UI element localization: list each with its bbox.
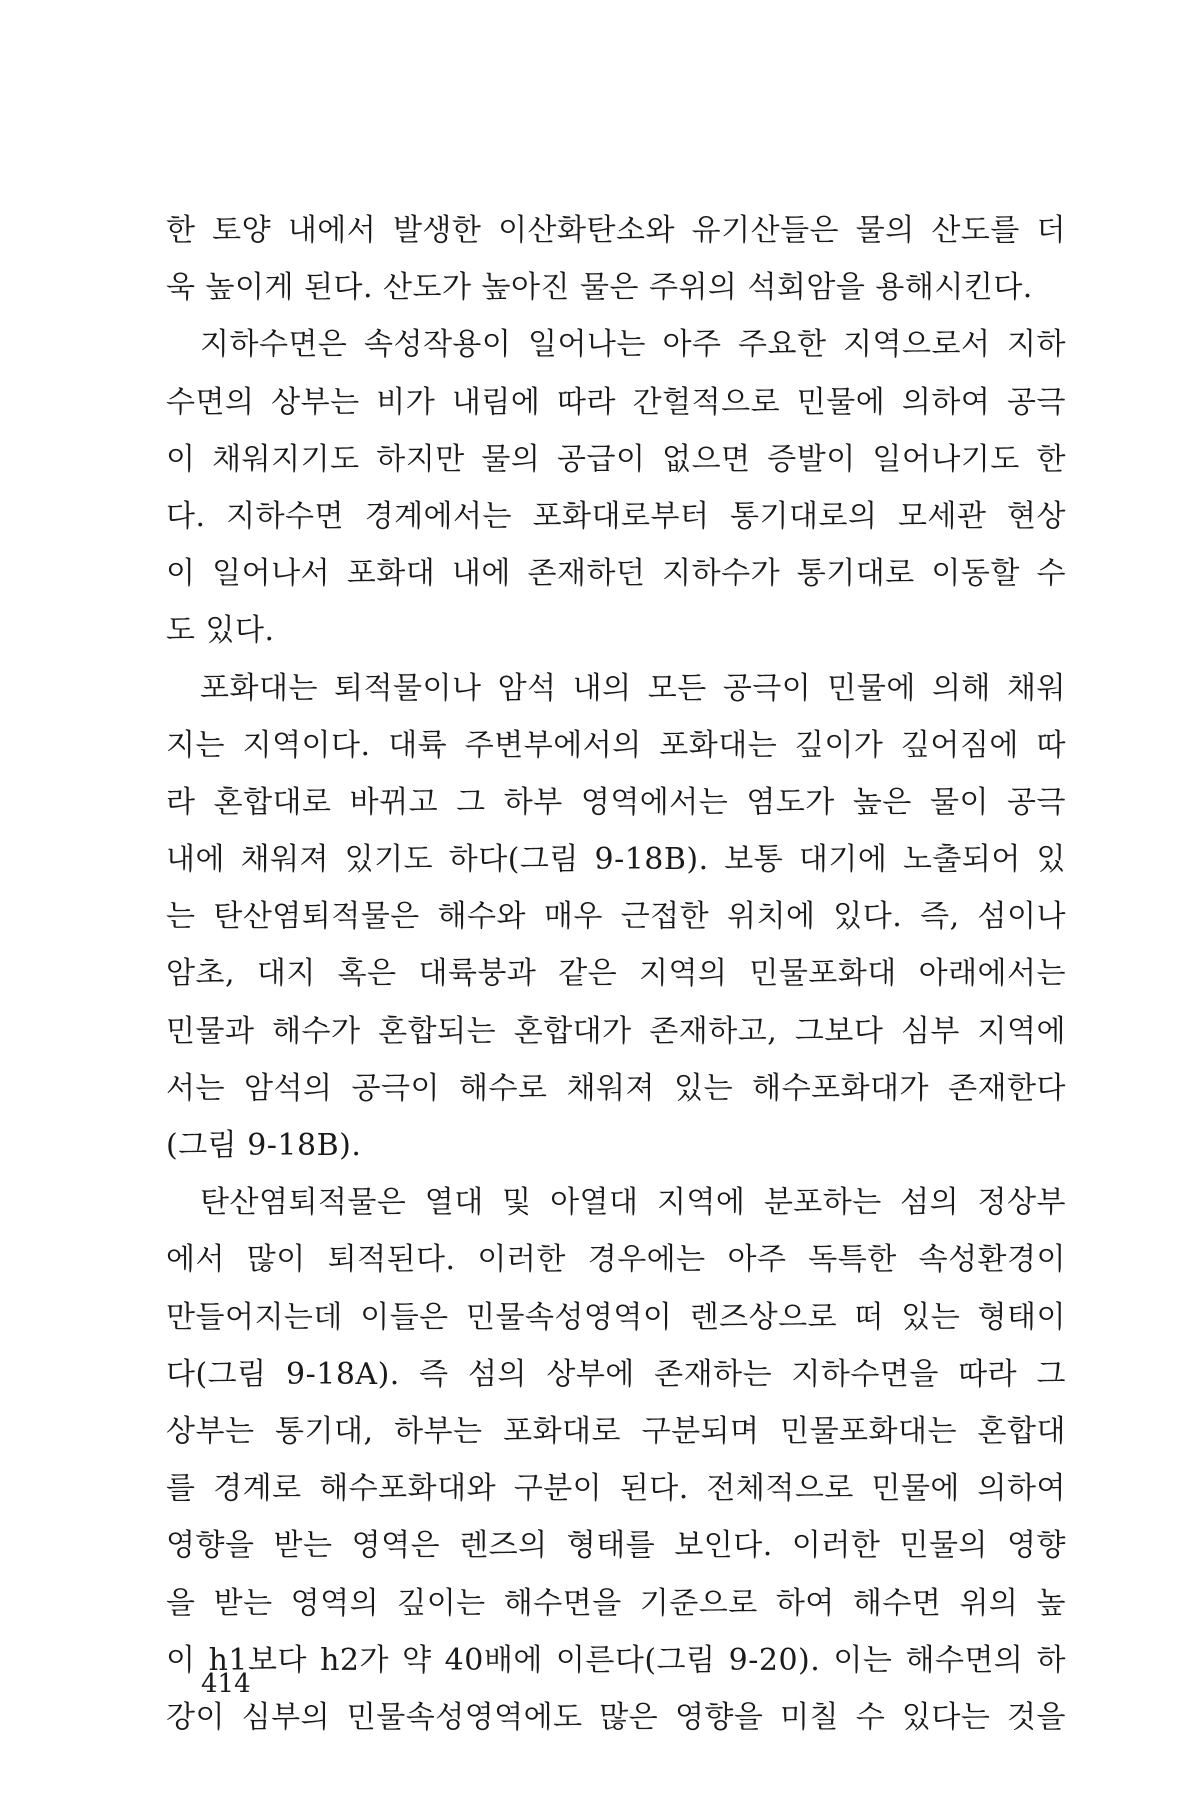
text-line: 민물과 해수가 혼합되는 혼합대가 존재하고, 그보다 심부 지역에 — [166, 1013, 1066, 1049]
text-line: 이 채워지기도 하지만 물의 공급이 없으면 증발이 일어나기도 한 — [166, 441, 1066, 477]
text-line: 이 일어나서 포화대 내에 존재하던 지하수가 통기대로 이동할 수 — [166, 556, 1066, 592]
text-line: 수면의 상부는 비가 내림에 따라 간헐적으로 민물에 의하여 공극 — [166, 384, 1066, 420]
text-line: 지는 지역이다. 대륙 주변부에서의 포화대는 깊이가 깊어짐에 따 — [166, 727, 1066, 763]
text-line: 영향을 받는 영역은 렌즈의 형태를 보인다. 이러한 민물의 영향 — [166, 1528, 1066, 1564]
text-line: 한 토양 내에서 발생한 이산화탄소와 유기산들은 물의 산도를 더 — [166, 213, 1066, 248]
text-line: 상부는 통기대, 하부는 포화대로 구분되며 민물포화대는 혼합대 — [166, 1413, 1066, 1449]
text-line: 암초, 대지 혹은 대륙붕과 같은 지역의 민물포화대 아래에서는 — [166, 956, 1066, 992]
text-line: 내에 채워져 있기도 하다(그림 9-18B). 보통 대기에 노출되어 있 — [166, 842, 1066, 878]
text-line: 다(그림 9-18A). 즉 섬의 상부에 존재하는 지하수면을 따라 그 — [166, 1356, 1066, 1392]
text-line: 도 있다. — [166, 613, 275, 649]
text-line: 서는 암석의 공극이 해수로 채워져 있는 해수포화대가 존재한다 — [166, 1070, 1066, 1106]
page-number: 414 — [201, 1669, 251, 1699]
text-line: (그림 9-18B). — [166, 1128, 362, 1163]
text-line: 을 받는 영역의 깊이는 해수면을 기준으로 하여 해수면 위의 높 — [166, 1585, 1066, 1621]
text-line: 강이 심부의 민물속성영역에도 많은 영향을 미칠 수 있다는 것을 — [166, 1699, 1066, 1735]
text-line: 다. 지하수면 경계에서는 포화대로부터 통기대로의 모세관 현상 — [166, 498, 1066, 534]
text-line: 라 혼합대로 바뀌고 그 하부 영역에서는 염도가 높은 물이 공극 — [166, 784, 1066, 820]
text-line: 지하수면은 속성작용이 일어나는 아주 주요한 지역으로서 지하 — [200, 327, 1066, 363]
text-line: 를 경계로 해수포화대와 구분이 된다. 전체적으로 민물에 의하여 — [166, 1471, 1066, 1507]
text-line: 만들어지는데 이들은 민물속성영역이 렌즈상으로 떠 있는 형태이 — [166, 1299, 1066, 1335]
text-line: 에서 많이 퇴적된다. 이러한 경우에는 아주 독특한 속성환경이 — [166, 1242, 1066, 1278]
text-line: 포화대는 퇴적물이나 암석 내의 모든 공극이 민물에 의해 채워 — [200, 670, 1066, 706]
text-line: 는 탄산염퇴적물은 해수와 매우 근접한 위치에 있다. 즉, 섬이나 — [166, 899, 1066, 935]
text-line: 욱 높이게 된다. 산도가 높아진 물은 주위의 석회암을 용해시킨다. — [166, 270, 1033, 306]
body-text — [166, 202, 1066, 1746]
text-line: 이 h1보다 h2가 약 40배에 이른다(그림 9-20). 이는 해수면의 하 — [166, 1642, 1066, 1678]
text-line: 탄산염퇴적물은 열대 및 아열대 지역에 분포하는 섬의 정상부 — [200, 1185, 1066, 1221]
